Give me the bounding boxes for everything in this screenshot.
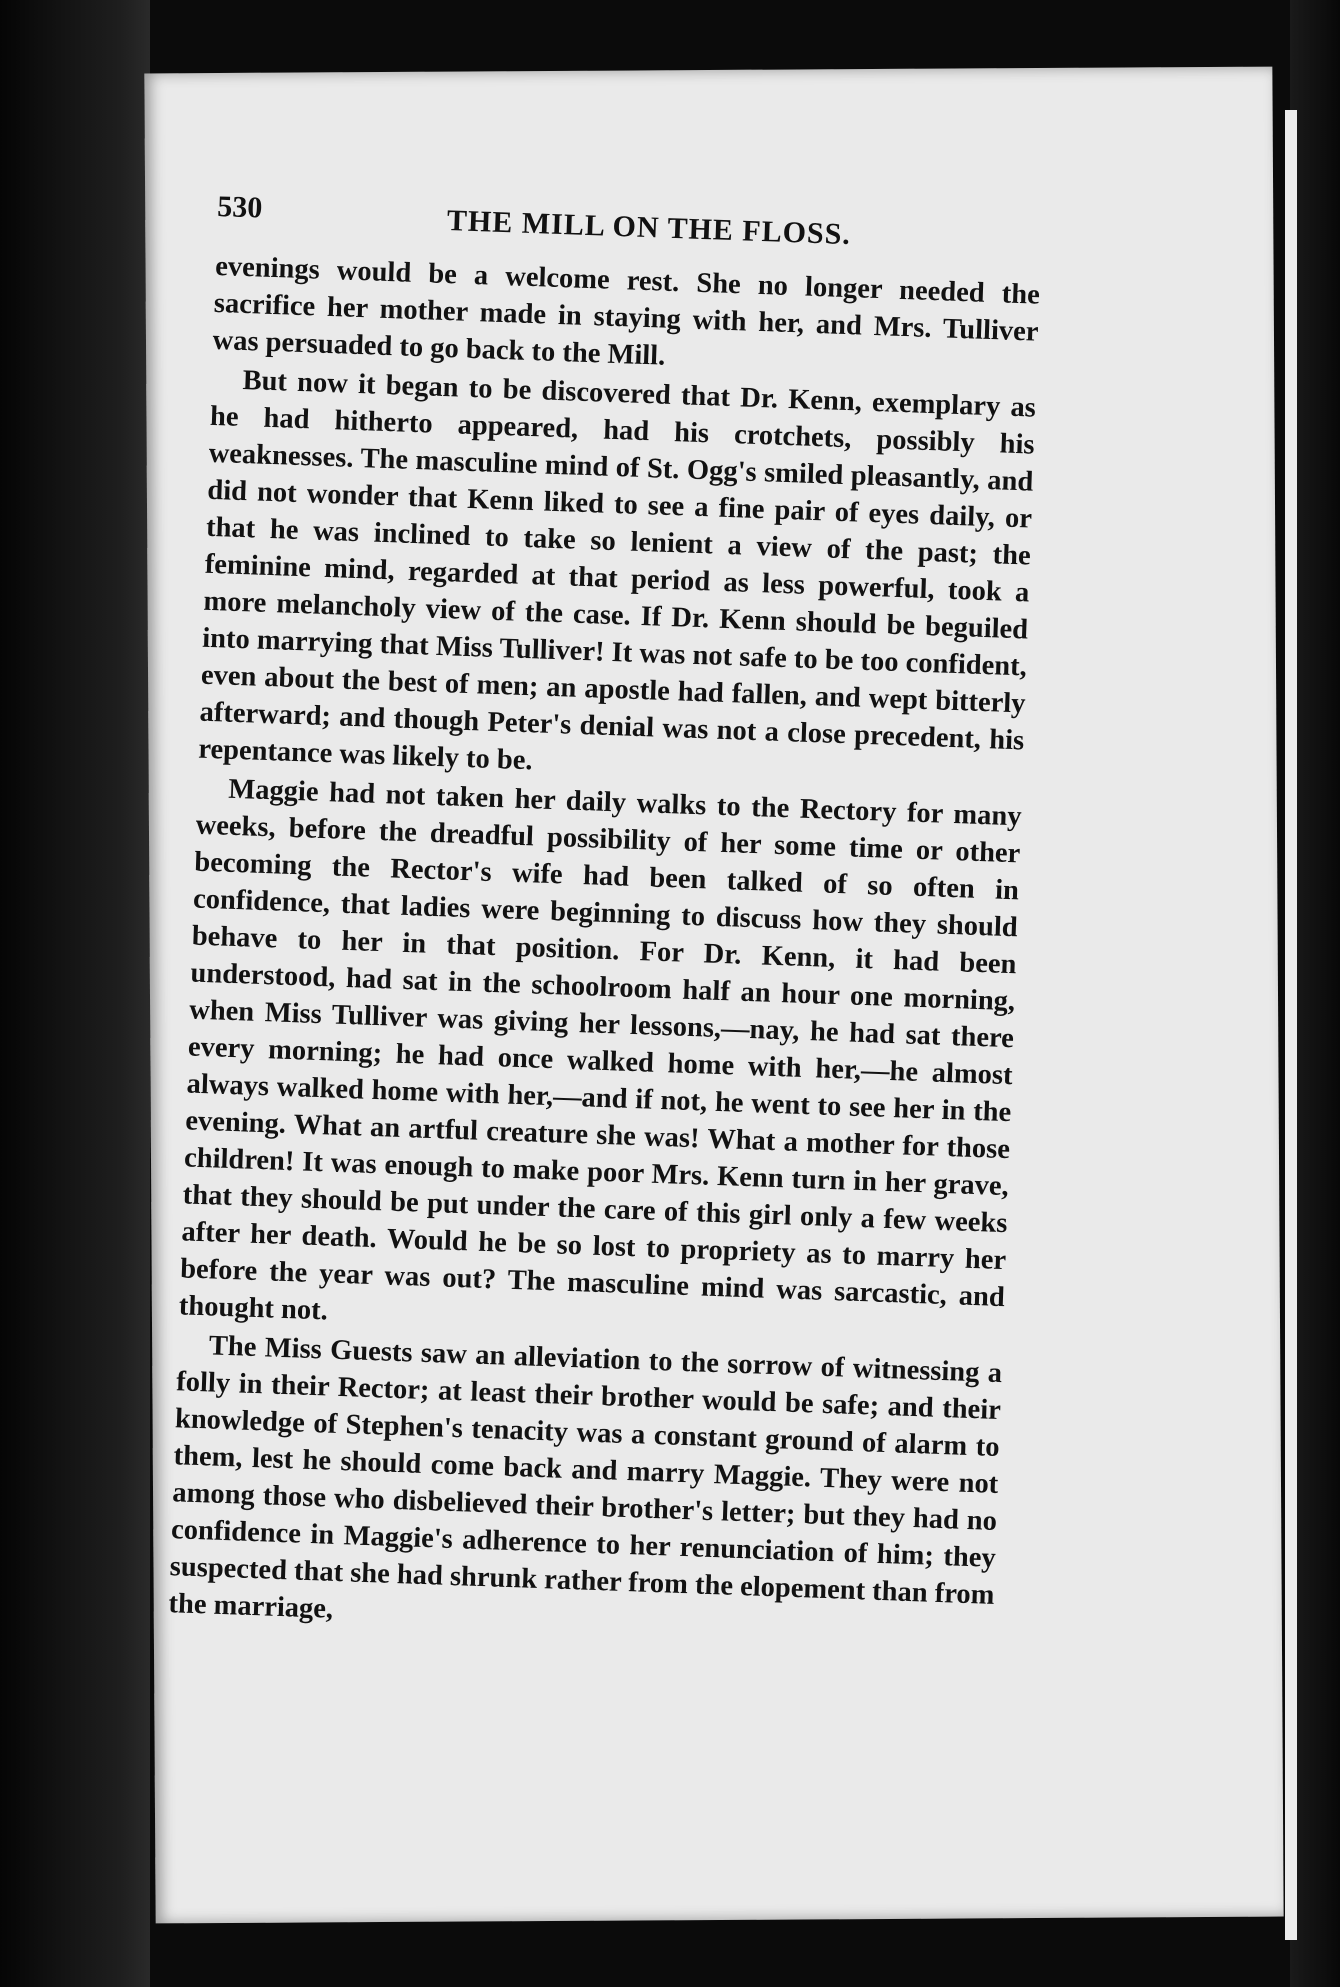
running-title: THE MILL ON THE FLOSS. (446, 204, 852, 252)
page-number: 530 (216, 189, 263, 225)
right-page-edge (1290, 0, 1340, 1987)
next-page-strip (1285, 110, 1297, 1940)
book-binding-edge (0, 0, 150, 1987)
page-text-block (168, 188, 1043, 1651)
paragraph: The Miss Guests saw an alleviation to the sorrow of witnessing a folly in their Rector; at least their brother would be safe; and their knowledge of Stephen's tenacity was a constant ground of alarm to them, lest he should come back and marry Maggie. They were not among those who disbelieved their brother's letter; but they had no confidence in Maggie's adherence to her renunciation of him; they suspected that she had shrunk rather from the elopement than from the marriage, (168, 1330, 1003, 1625)
paragraph: Maggie had not taken her daily walks to the Rectory for many weeks, before the dreadful possibility of her some time or other becoming the Rector's wife had been talked of so often in confidence, that ladies were beginning to discuss how they should behave to her in that position. For Dr. Kenn, it had been understood, had sat in the schoolroom half an hour one morning, when Miss Tulliver was giving her lessons,—nay, he had sat there every morning; he had once walked home with her,—he almost always walked home with her,—and if not, he went to see her in the evening. What an artful creature she was! What a mother for those children! It was enough to make poor Mrs. Kenn turn in her grave, that they should be put under the care of this girl only a few weeks after her death. Would he be so lost to propriety as to marry her before the year was out? The masculine mind was sarcastic, and thought not. (178, 773, 1023, 1327)
paragraph: But now it began to be discovered that Dr. Kenn, exemplary as he had hitherto appeared, had his crotchets, possibly his weaknesses. The masculine mind of St. Ogg's smiled pleasantly, and did not wonder that Kenn liked to see a fine pair of eyes daily, or that he was inclined to take so lenient a view of the past; the feminine mind, regarded at that period as less powerful, took a more melancholy view of the case. If Dr. Kenn should be beguiled into marrying that Miss Tulliver! It was not safe to be too confident, even about the best of men; an apostle had fallen, and wept bitterly afterward; and though Peter's denial was not a close precedent, his repentance was likely to be. (197, 364, 1037, 777)
paragraph: evenings would be a welcome rest. She no longer needed the sacrifice her mother made in staying with her, and Mrs. Tulliver was persuaded to go back to the Mill. (212, 250, 1041, 372)
